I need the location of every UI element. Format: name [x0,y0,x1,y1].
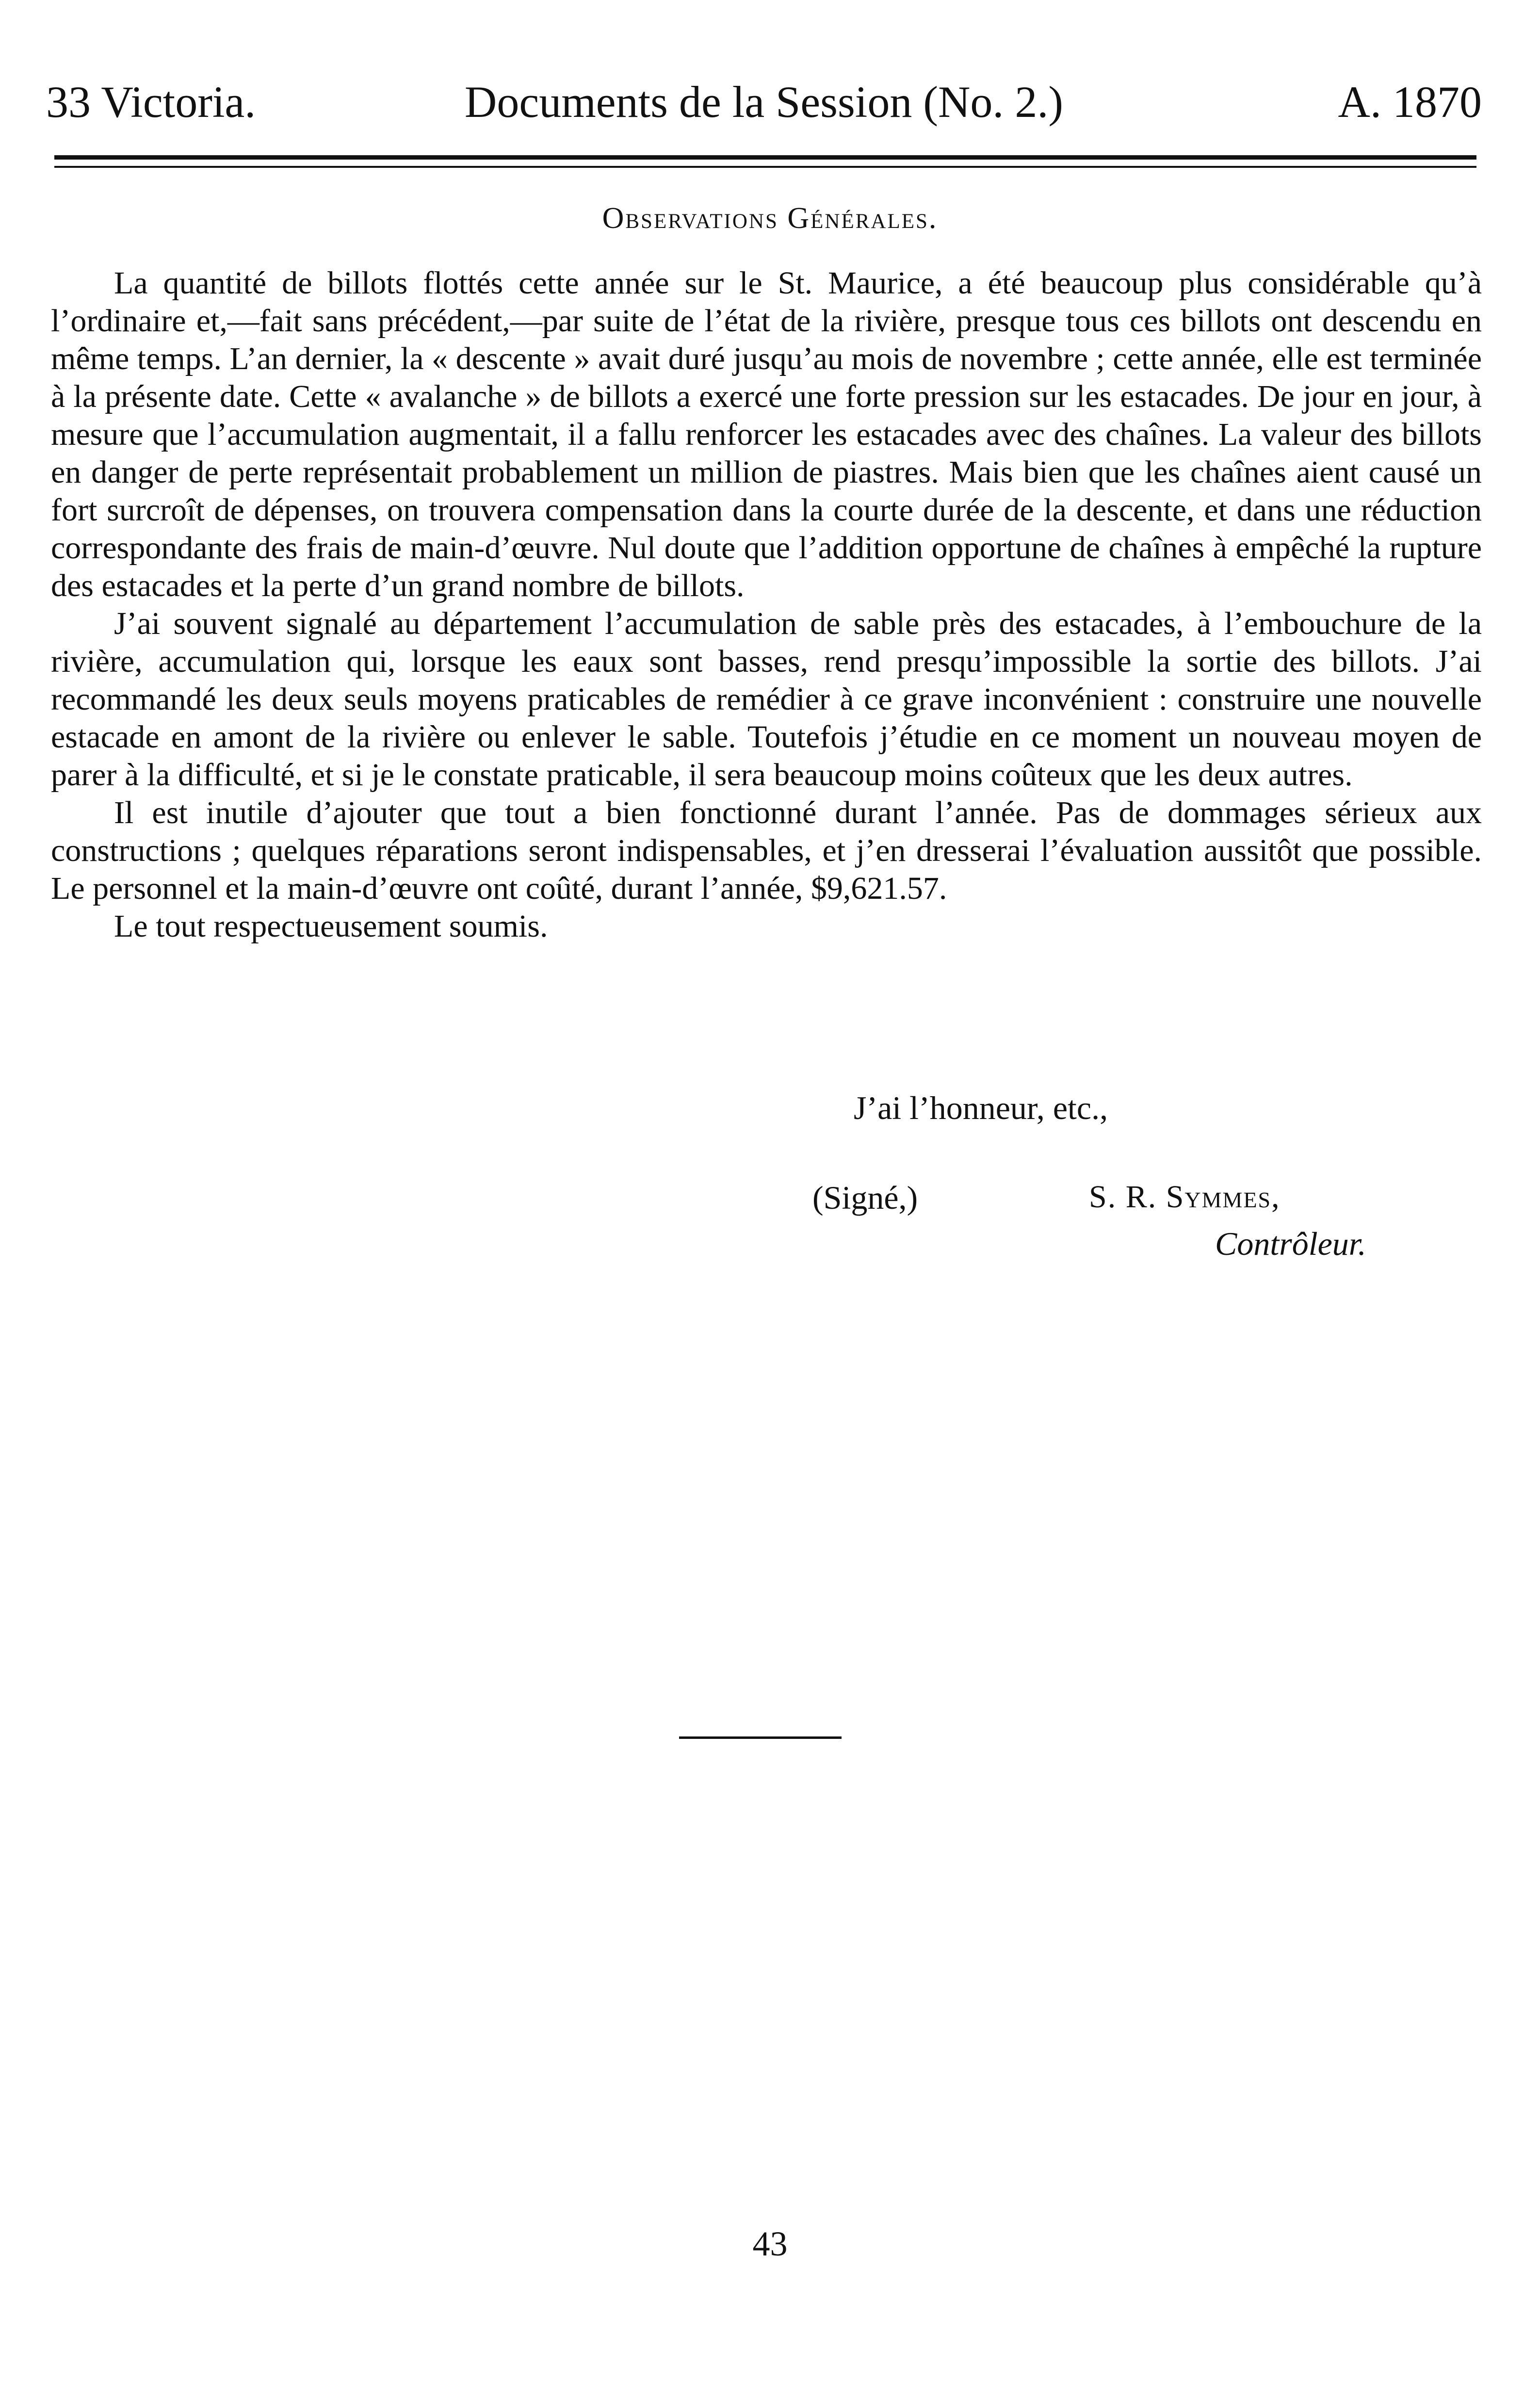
page-number: 43 [752,2224,788,2263]
header-document-title: Documents de la Session (No. 2.) [464,77,1064,127]
header-rule-thin [54,166,1476,168]
header-year: A. 1870 [1338,77,1482,127]
header-regnal-year: 33 Victoria. [46,77,256,127]
signer-title: Contrôleur. [1215,1225,1366,1262]
header-rule-thick [54,155,1476,160]
paragraph-4: Le tout respectueusement soumis. [114,908,548,944]
section-title: Observations Générales. [602,202,938,235]
section-divider [679,1736,842,1739]
paragraph-3: Il est inutile d’ajouter que tout a bien fonctionné durant l’année. Pas de dommages sérieux aux constructions ; quelques réparations seront indispensables, et j’en dresserai l’évaluation aussitôt que possible. Le personnel et la main-d’œuvre ont coûté, durant l’année, $9,621.57. [51,795,1482,906]
signed-label: (Signé,) [812,1179,918,1216]
paragraph-2: J’ai souvent signalé au département l’accumulation de sable près des estacades, à l’embouchure de la rivière, accumulation qui, lorsque les eaux sont basses, rend presqu’impossible la sortie des billots. J’ai recommandé les deux seuls moyens praticables de remédier à ce grave inconvénient : construire une nouvelle estacade en amont de la rivière ou enlever le sable. Toutefois j’étudie en ce moment un nouveau moyen de parer à la difficulté, et si je le constate praticable, il sera beaucoup moins coûteux que les deux autres. [51,606,1482,793]
body-text [51,264,1482,945]
closing-formula: J’ai l’honneur, etc., [854,1089,1108,1126]
signer-name: S. R. Symmes, [1089,1179,1281,1215]
running-header [46,73,1482,131]
paragraph-1: La quantité de billots flottés cette année sur le St. Maurice, a été beaucoup plus considérable qu’à l’ordinaire et,—fait sans précédent,—par suite de l’état de la rivière, presque tous ces billots ont descendu en même temps. L’an dernier, la « descente » avait duré jusqu’au mois de novembre ; cette année, elle est terminée à la présente date. Cette « avalanche » de billots a exercé une forte pression sur les estacades. De jour en jour, à mesure que l’accumulation augmentait, il a fallu renforcer les estacades avec des chaînes. La valeur des billots en danger de perte représentait probablement un million de piastres. Mais bien que les chaînes aient causé un fort surcroît de dépenses, on trouvera compensation dans la courte durée de la descente, et dans une réduction correspondante des frais de main-d’œuvre. Nul doute que l’addition opportune de chaînes à empêché la rupture des estacades et la perte d’un grand nombre de billots. [51,265,1482,603]
